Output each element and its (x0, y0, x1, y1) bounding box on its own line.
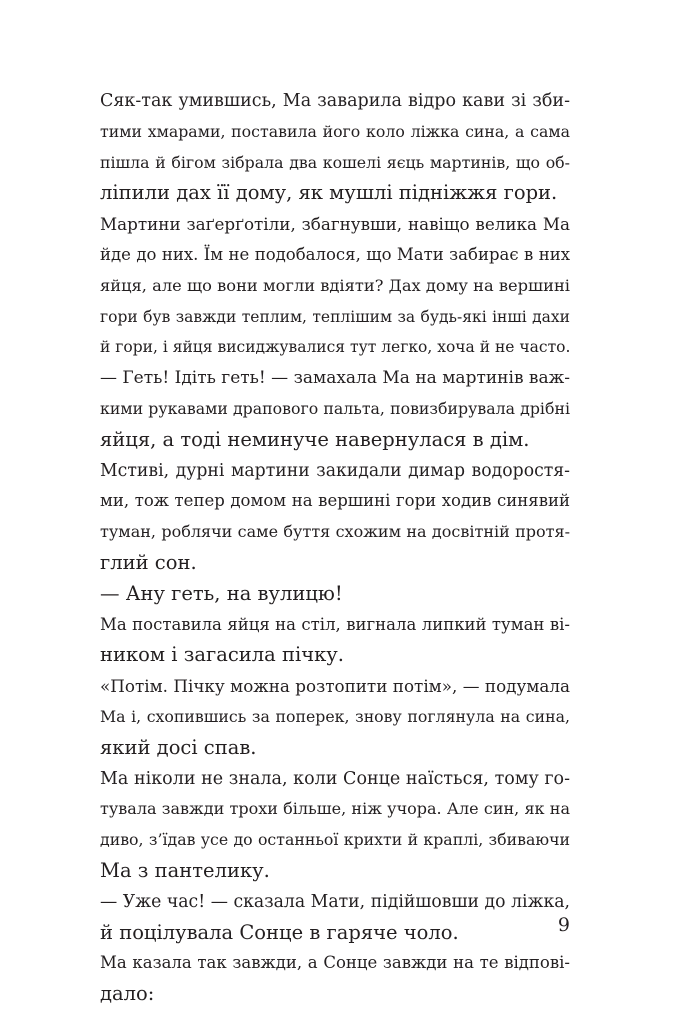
text-line: йде до них. Їм не подобалося, що Мати забирає в них (100, 244, 570, 264)
text-line: тими хмарами, поставила його коло ліжка сина, а сама (100, 121, 570, 141)
text-line: ліпили дах її дому, як мушлі підніжжя гори. (100, 181, 558, 205)
text-line: яйця, а тоді неминуче навернулася в дім. (100, 427, 530, 451)
text-line: туман, роблячи саме буття схожим на досвітній протя- (100, 522, 570, 542)
text-line: Ма казала так завжди, а Сонце завжди на те відпові- (100, 953, 570, 973)
text-line: Мартини заґерґотіли, збагнувши, навіщо велика Ма (100, 214, 570, 235)
text-line: кими рукавами драпового пальта, повизбирувала дрібні (100, 398, 570, 418)
text-line: Мстиві, дурні мартини закидали димар водоростя- (100, 460, 570, 481)
text-line: Ма ніколи не знала, коли Сонце наїсться, тому го- (100, 768, 570, 789)
text-line: Ма і, схопившись за поперек, знову поглянула на сина, (100, 706, 570, 726)
text-line: дало: (100, 982, 155, 1006)
text-line: яйця, але що вони могли вдіяти? Дах дому на вершині (100, 275, 570, 295)
text-line: й поцілувала Сонце в гаряче чоло. (100, 920, 459, 944)
text-line: — Ану геть, на вулицю! (100, 581, 343, 605)
text-line: ми, тож тепер домом на вершині гори ходив синявий (100, 491, 570, 511)
text-line: — Геть! Ідіть геть! — замахала Ма на мартинів важ- (100, 368, 571, 389)
body-text (100, 86, 570, 1010)
text-line: — Уже час! — сказала Мати, підійшовши до ліжка, (100, 891, 570, 912)
text-line: пішла й бігом зібрала два кошелі яєць мартинів, що об- (100, 152, 570, 172)
text-line: тувала завжди трохи більше, ніж учора. Але син, як на (100, 799, 570, 819)
text-line: диво, з’їдав усе до останньої крихти й краплі, збиваючи (100, 830, 570, 850)
text-line: й гори, і яйця висиджувалися тут легко, хоча й не часто. (100, 338, 571, 357)
text-line: гори був завжди теплим, теплішим за будь-які інші дахи (100, 307, 570, 326)
text-line: Ма з пантелику. (100, 858, 270, 882)
text-line: «Потім. Пічку можна розтопити потім», — подумала (100, 676, 570, 697)
text-line: ником і загасила пічку. (100, 643, 344, 667)
text-line: Ма поставила яйця на стіл, вигнала липкий туман ві- (100, 614, 570, 634)
text-line: глий сон. (100, 550, 197, 574)
page-number: 9 (557, 914, 570, 936)
text-line: який досі спав. (100, 735, 257, 759)
text-line: Сяк-так умившись, Ма заварила відро кави зі зби- (100, 91, 570, 111)
